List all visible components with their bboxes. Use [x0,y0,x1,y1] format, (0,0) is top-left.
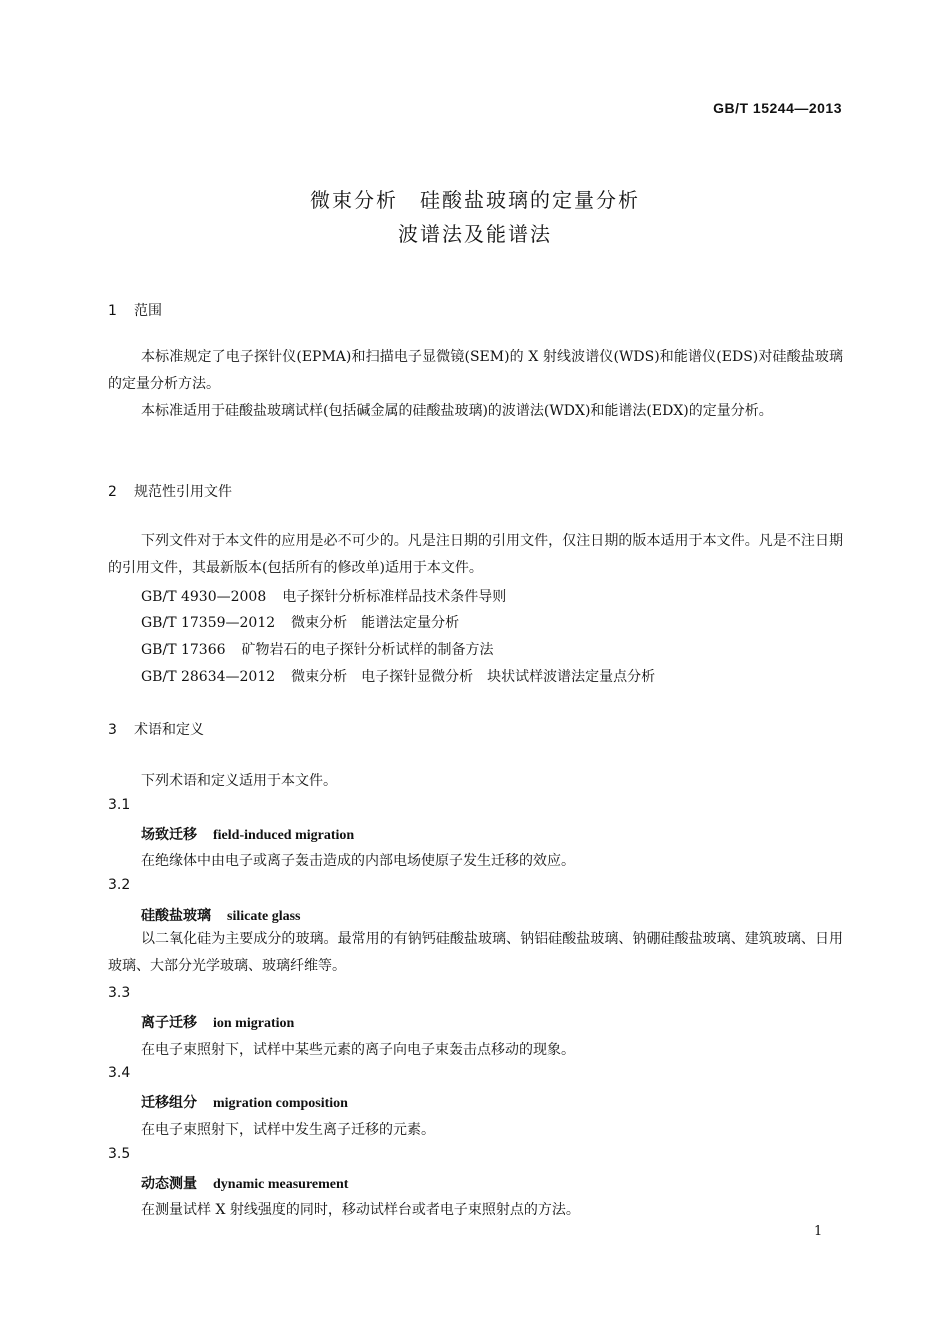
term-zh: 场致迁移 [141,827,197,843]
term-en: migration composition [213,1096,348,1111]
reference-item [141,639,494,659]
term-definition: 在绝缘体中由电子或离子轰击造成的内部电场使原子发生迁移的效应。 [141,853,575,869]
term-number: 3.2 [108,877,131,893]
document-title-line2: 波谱法及能谱法 [398,222,552,246]
section-1-paragraph-1: 本标准规定了电子探针仪(EPMA)和扫描电子显微镜(SEM)的 X 射线波谱仪(WDS)和能谱仪(EDS)对硅酸盐玻璃的定量分析方法。 [108,349,843,392]
section-number: 2 [108,484,117,500]
section-2-heading [108,481,232,501]
term-number: 3.4 [108,1065,131,1081]
reference-item [141,666,655,686]
section-2-paragraph-1: 下列文件对于本文件的应用是必不可少的。凡是注日期的引用文件，仅注日期的版本适用于本文件。凡是不注日期的引用文件，其最新版本(包括所有的修改单)适用于本文件。 [108,533,843,576]
section-3-heading [108,719,204,739]
term-zh: 硅酸盐玻璃 [141,908,211,924]
term-definition: 在电子束照射下，试样中某些元素的离子向电子束轰击点移动的现象。 [141,1042,575,1058]
term-heading [141,1173,348,1193]
document-title-line1: 微束分析 硅酸盐玻璃的定量分析 [310,188,640,212]
term-definition: 以二氧化硅为主要成分的玻璃。最常用的有钠钙硅酸盐玻璃、钠铝硅酸盐玻璃、钠硼硅酸盐玻璃、建筑玻璃、日用玻璃、大部分光学玻璃、玻璃纤维等。 [108,931,843,974]
section-3-intro: 下列术语和定义适用于本文件。 [141,773,337,789]
term-en: silicate glass [227,909,301,924]
term-number: 3.5 [108,1146,131,1162]
term-heading [141,905,301,925]
reference-code: GB/T 17366 [141,642,226,658]
reference-title: 矿物岩石的电子探针分析试样的制备方法 [241,642,494,658]
term-en: ion migration [213,1016,295,1031]
reference-code: GB/T 4930—2008 [141,589,267,605]
reference-title: 微束分析 电子探针显微分析 块状试样波谱法定量点分析 [291,669,656,685]
term-en: field-induced migration [213,828,355,843]
term-zh: 迁移组分 [141,1095,197,1111]
reference-item [141,612,459,632]
reference-title: 微束分析 能谱法定量分析 [291,615,460,631]
reference-code: GB/T 28634—2012 [141,669,276,685]
term-zh: 离子迁移 [141,1015,197,1031]
section-title: 范围 [134,303,162,319]
page-number: 1 [814,1224,823,1239]
section-1-heading [108,300,162,320]
section-title: 规范性引用文件 [134,484,232,500]
term-number: 3.3 [108,985,131,1001]
term-definition: 在测量试样 X 射线强度的同时，移动试样台或者电子束照射点的方法。 [141,1202,580,1218]
term-heading [141,1012,294,1032]
term-en: dynamic measurement [213,1177,349,1192]
section-number: 1 [108,303,117,319]
standard-code: GB/T 15244—2013 [713,100,842,116]
section-title: 术语和定义 [134,722,204,738]
term-heading [141,1092,348,1112]
term-heading [141,824,354,844]
term-number: 3.1 [108,797,131,813]
reference-item [141,586,506,606]
term-zh: 动态测量 [141,1176,197,1192]
term-definition: 在电子束照射下，试样中发生离子迁移的元素。 [141,1122,435,1138]
reference-title: 电子探针分析标准样品技术条件导则 [282,589,507,605]
section-number: 3 [108,722,117,738]
section-1-paragraph-2: 本标准适用于硅酸盐玻璃试样(包括碱金属的硅酸盐玻璃)的波谱法(WDX)和能谱法(EDX)的定量分析。 [141,403,773,419]
reference-code: GB/T 17359—2012 [141,615,276,631]
